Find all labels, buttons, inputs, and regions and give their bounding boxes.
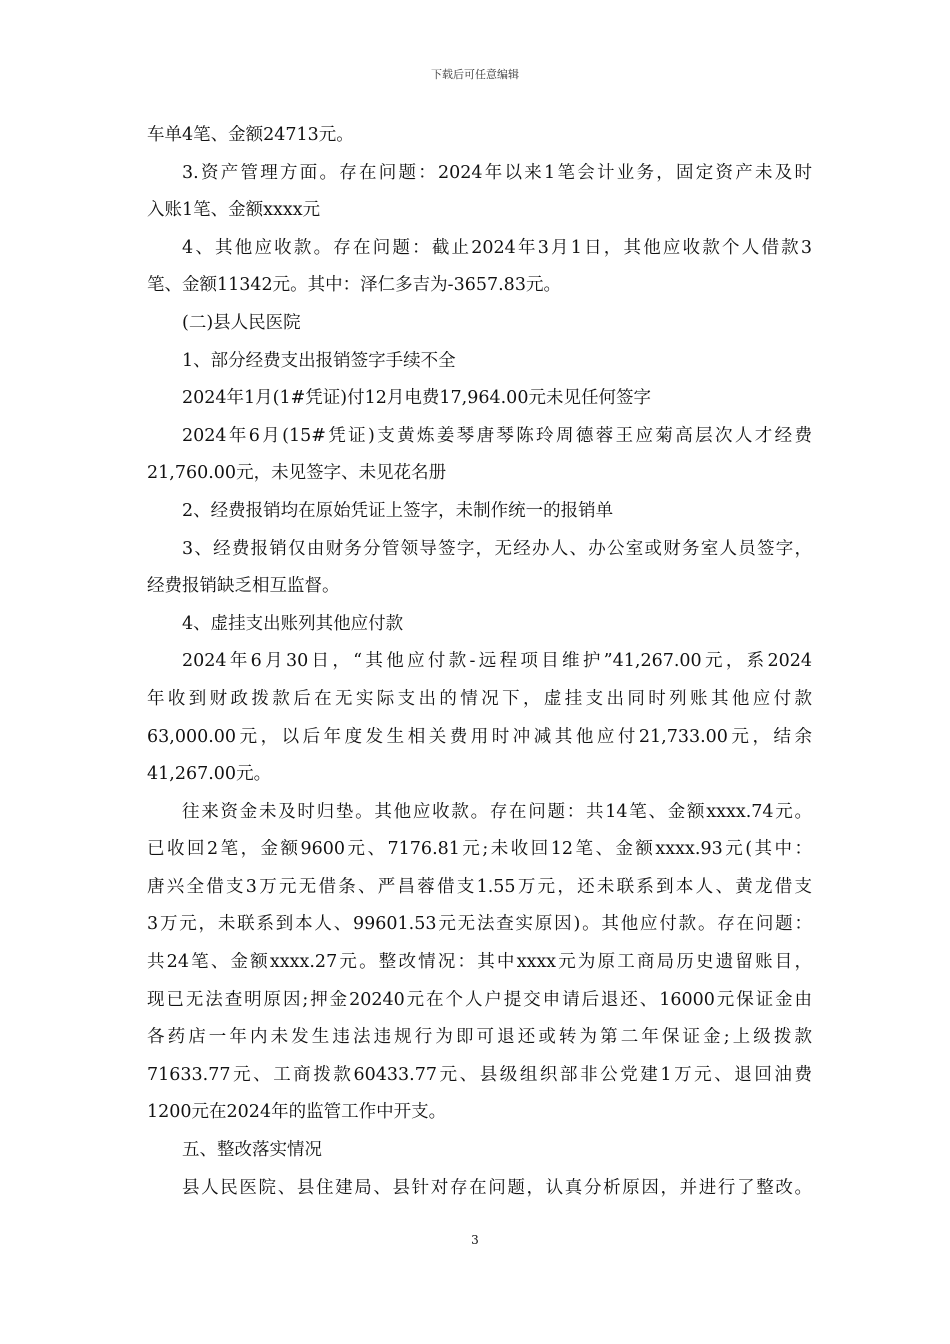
text-line: 71633.77元、工商拨款60433.77元、县级组织部非公党建1万元、退回油费 [147,1064,812,1085]
text-line: 县人民医院、县住建局、县针对存在问题，认真分析原因，并进行了整改。 [182,1177,812,1198]
page-number: 3 [471,1233,479,1247]
page-header: 下载后可任意编辑 [431,68,519,81]
text-line: 63,000.00元，以后年度发生相关费用时冲减其他应付21,733.00元，结余 [147,726,812,747]
section-heading: 五、整改落实情况 [182,1140,322,1161]
section-heading: (二)县人民医院 [182,312,301,333]
text-line: 唐兴全借支3万元无借条、严昌蓉借支1.55万元，还未联系到本人、黄龙借支 [147,876,812,897]
text-line: 现已无法查明原因;押金20240元在个人户提交申请后退还、16000元保证金由 [147,989,812,1010]
text-line: 2、经费报销均在原始凭证上签字，未制作统一的报销单 [182,500,614,521]
text-line: 2024年1月(1#凭证)付12月电费17,964.00元未见任何签字 [182,388,651,409]
text-line: 经费报销缺乏相互监督。 [147,576,340,597]
text-line: 1、部分经费支出报销签字手续不全 [182,350,456,371]
text-line: 3、经费报销仅由财务分管领导签字，无经办人、办公室或财务室人员签字， [182,538,812,559]
document-body [147,117,812,1207]
text-line: 往来资金未及时归垫。其他应收款。存在问题：共14笔、金额xxxx.74元。 [182,801,812,822]
text-line: 21,760.00元，未见签字、未见花名册 [147,463,447,484]
text-line: 4、其他应收款。存在问题：截止2024年3月1日，其他应收款个人借款3 [182,237,812,258]
text-line: 41,267.00元。 [147,764,272,785]
text-line: 2024年6月(15#凭证)支黄炼姜琴唐琴陈玲周德蓉王应菊高层次人才经费 [182,425,812,446]
text-line: 2024年6月30日，“其他应付款-远程项目维护”41,267.00元，系2024 [182,651,812,672]
text-line: 4、虚挂支出账列其他应付款 [182,613,404,634]
text-line: 入账1笔、金额xxxx元 [147,200,321,221]
text-line: 年收到财政拨款后在无实际支出的情况下，虚挂支出同时列账其他应付款 [147,688,812,709]
text-line: 已收回2笔，金额9600元、7176.81元;未收回12笔、金额xxxx.93元(其中： [147,839,812,860]
text-line: 笔、金额11342元。其中：泽仁多吉为-3657.83元。 [147,275,561,296]
text-line: 车单4笔、金额24713元。 [147,125,354,145]
text-line: 1200元在2024年的监管工作中开支。 [147,1102,447,1123]
text-line: 共24笔、金额xxxx.27元。整改情况：其中xxxx元为原工商局历史遗留账目， [147,952,812,973]
text-line: 各药店一年内未发生违法违规行为即可退还或转为第二年保证金;上级拨款 [147,1027,812,1048]
text-line: 3万元，未联系到本人、99601.53元无法查实原因)。其他应付款。存在问题： [147,914,812,935]
text-line: 3.资产管理方面。存在问题：2024年以来1笔会计业务，固定资产未及时 [182,162,812,183]
